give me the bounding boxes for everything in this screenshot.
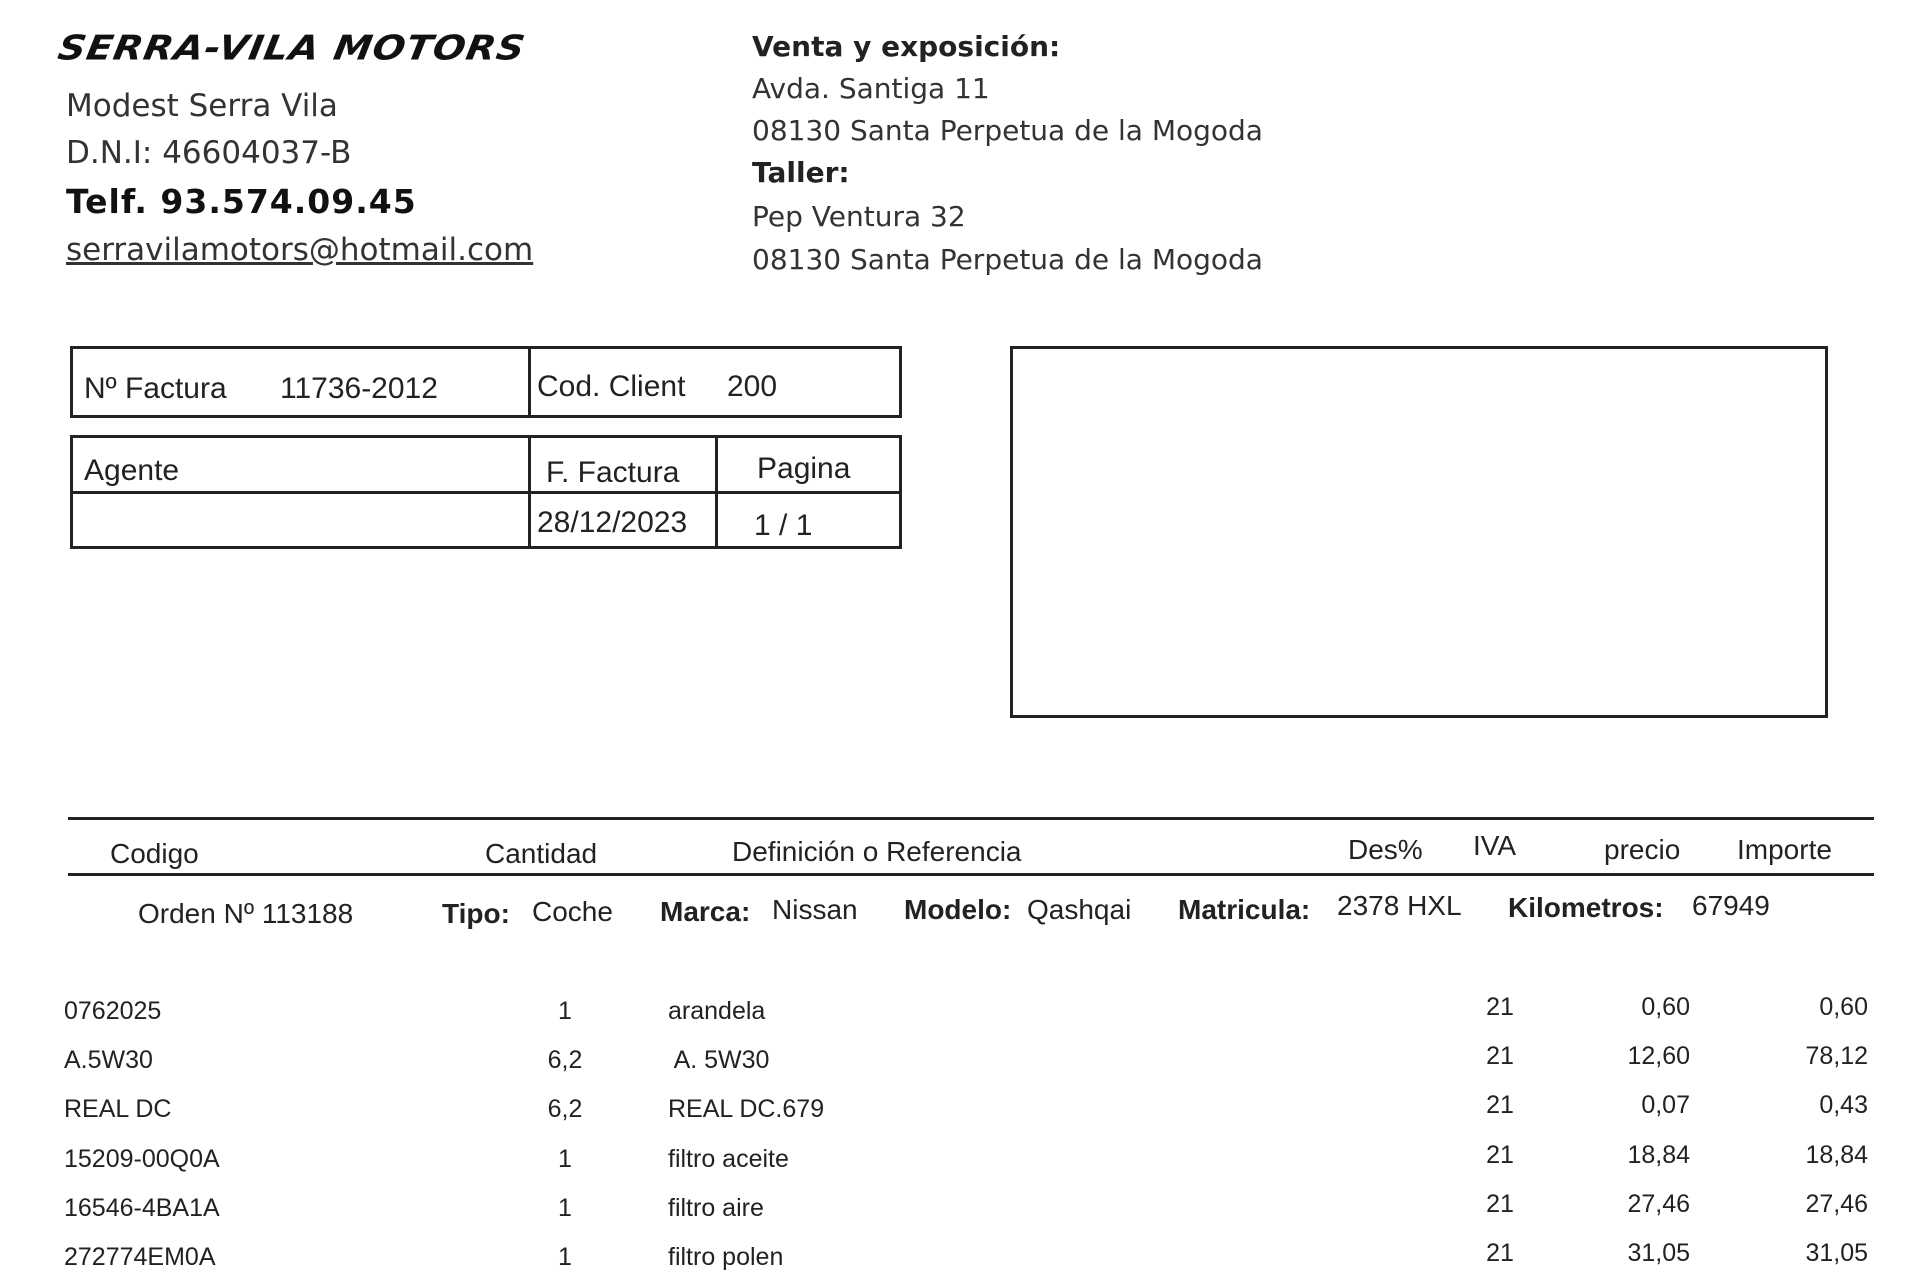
item-qty: 6,2 (547, 1095, 583, 1123)
order-number: Orden Nº 113188 (138, 898, 354, 929)
workshop-heading: Taller: (752, 156, 850, 189)
item-description: filtro aire (668, 1194, 764, 1222)
dni: D.N.I: 46604037-B (66, 135, 352, 171)
agent-label: Agente (84, 454, 180, 487)
item-price: 0,60 (1641, 993, 1690, 1021)
col-header-vat: IVA (1473, 830, 1517, 861)
vehicle-plate-label: Matricula: (1178, 894, 1311, 925)
item-price: 0,07 (1641, 1091, 1690, 1119)
vehicle-brand-label: Marca: (660, 896, 751, 927)
item-description: A. 5W30 (668, 1046, 770, 1074)
workshop-address-line1: Pep Ventura 32 (752, 200, 966, 233)
item-code: A.5W30 (64, 1046, 153, 1074)
item-amount: 27,46 (1805, 1190, 1868, 1218)
client-code-label: Cod. Client (537, 370, 686, 403)
phone: Telf. 93.574.09.45 (66, 182, 417, 221)
email-link[interactable]: serravilamotors@hotmail.com (66, 232, 534, 268)
table-header-rule (68, 873, 1874, 876)
item-qty: 1 (558, 1145, 572, 1173)
vehicle-plate: 2378 HXL (1337, 890, 1462, 921)
owner-name: Modest Serra Vila (66, 88, 338, 124)
company-logo: SERRA-VILA MOTORS (55, 28, 529, 68)
item-amount: 31,05 (1805, 1239, 1868, 1267)
item-qty: 1 (558, 1194, 572, 1222)
page-number: 1 / 1 (754, 509, 813, 542)
table-top-rule (68, 817, 1874, 820)
item-code: REAL DC (64, 1095, 172, 1123)
vehicle-type: Coche (532, 896, 613, 927)
km-label: Kilometros: (1508, 892, 1664, 923)
sales-heading: Venta y exposición: (752, 30, 1061, 63)
item-code: 272774EM0A (64, 1243, 216, 1271)
col-header-amount: Importe (1737, 834, 1832, 865)
item-code: 15209-00Q0A (64, 1145, 220, 1173)
divider (70, 491, 902, 494)
item-amount: 0,43 (1819, 1091, 1868, 1119)
item-qty: 1 (558, 997, 572, 1025)
invoice-date: 28/12/2023 (537, 506, 688, 539)
item-description: filtro aceite (668, 1145, 789, 1173)
item-vat: 21 (1486, 1141, 1514, 1169)
invoice-number: 11736-2012 (280, 372, 438, 405)
vehicle-model: Qashqai (1027, 894, 1132, 925)
item-vat: 21 (1486, 1091, 1514, 1119)
item-price: 27,46 (1627, 1190, 1690, 1218)
item-amount: 0,60 (1819, 993, 1868, 1021)
item-code: 0762025 (64, 997, 162, 1025)
vehicle-type-label: Tipo: (442, 898, 510, 929)
client-code: 200 (727, 370, 778, 403)
km-value: 67949 (1692, 890, 1770, 921)
item-description: REAL DC.679 (668, 1095, 825, 1123)
col-header-qty: Cantidad (485, 838, 598, 869)
col-header-discount: Des% (1348, 834, 1423, 865)
item-code: 16546-4BA1A (64, 1194, 220, 1222)
divider (528, 346, 531, 418)
item-qty: 6,2 (547, 1046, 583, 1074)
sales-address-line2: 08130 Santa Perpetua de la Mogoda (752, 114, 1263, 147)
item-qty: 1 (558, 1243, 572, 1271)
vehicle-model-label: Modelo: (904, 894, 1012, 925)
address-window-box (1010, 346, 1828, 718)
vehicle-brand: Nissan (772, 894, 858, 925)
invoice-date-label: F. Factura (546, 456, 680, 489)
item-price: 12,60 (1627, 1042, 1690, 1070)
item-price: 18,84 (1627, 1141, 1690, 1169)
item-vat: 21 (1486, 1190, 1514, 1218)
item-amount: 78,12 (1805, 1042, 1868, 1070)
item-description: filtro polen (668, 1243, 784, 1271)
col-header-code: Codigo (110, 838, 199, 869)
item-vat: 21 (1486, 1239, 1514, 1267)
item-vat: 21 (1486, 1042, 1514, 1070)
item-description: arandela (668, 997, 766, 1025)
page-label: Pagina (757, 452, 851, 485)
workshop-address-line2: 08130 Santa Perpetua de la Mogoda (752, 243, 1263, 276)
col-header-price: precio (1604, 834, 1681, 865)
sales-address-line1: Avda. Santiga 11 (752, 72, 990, 105)
col-header-desc: Definición o Referencia (732, 836, 1022, 867)
invoice-number-label: Nº Factura (84, 372, 227, 405)
item-amount: 18,84 (1805, 1141, 1868, 1169)
item-vat: 21 (1486, 993, 1514, 1021)
item-price: 31,05 (1627, 1239, 1690, 1267)
